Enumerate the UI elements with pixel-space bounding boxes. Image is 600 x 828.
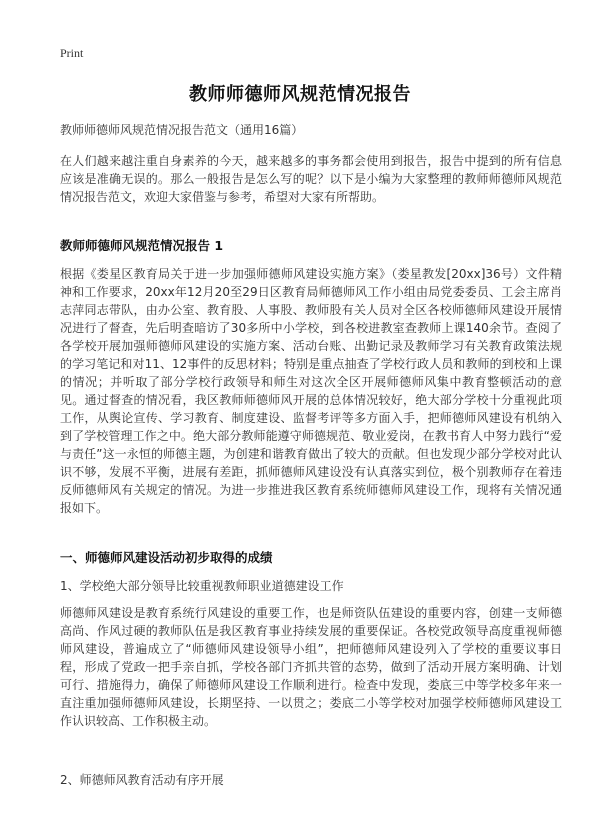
- report-heading: 教师师德师风规范情况报告 1: [60, 238, 224, 253]
- document-subtitle: 教师师德师风规范情况报告范文（通用16篇）: [60, 123, 304, 137]
- section-heading: 一、师德师风建设活动初步取得的成绩: [60, 550, 273, 565]
- print-label[interactable]: Print: [60, 46, 84, 60]
- document-title: 教师师德师风规范情况报告: [189, 84, 411, 105]
- sub-heading-2: 2、师德师风教育活动有序开展: [60, 773, 224, 787]
- intro-paragraph: 在人们越来越注重自身素养的今天，越来越多的事务都会使用到报告，报告中提到的所有信息应该是准确无误的。那么一般报告是怎么写的呢？以下是小编为大家整理的教师师德师风规范情况报告范文，欢迎大家借鉴与参考，希望对大家有所帮助。: [60, 154, 562, 204]
- report-body-paragraph: 根据《娄星区教育局关于进一步加强师德师风建设实施方案》（娄星教发[20xx]36号）文件精神和工作要求，20xx年12月20至29日区教育局师德师风工作小组由局党委委员、工会主席肖志萍同志带队，由办公室、教育股、人事股、教师股有关人员对全区各校师德师风建设开展情况进行了督查，先后明查暗访了30多所中小学校，到各校进教室查教师上课140余节。查阅了各学校开展加强师德师风建设的实施方案、活动台账、出勤记录及教师学习有关教育政策法规的学习笔记和对11、12事件的反思材料；特别是重点抽查了学校行政人员和教师的到校和上课的情况；并听取了部分学校行政领导和师生对这次全区开展师德师风集中教育整顿活动的意见。通过督查的情况看，我区教师师德师风开展的总体情况较好，绝大部分学校十分重视此项工作，从舆论宣传、学习教育、制度建设、监督考评等多方面入手，把师德师风建设有机纳入到了学校管理工作之中。绝大部分教师能遵守师德规范、敬业爱岗，在教书育人中努力践行“爱与责任”这一永恒的师德主题，为创建和谐教育做出了较大的贡献。但也发现少部分学校对此认识不够，发展不平衡，进展有差距，抓师德师风建设没有认真落实到位，极个别教师存在着违反师德师风有关规定的情况。为进一步推进我区教育系统师德师风建设工作，现将有关情况通报如下。: [60, 267, 562, 515]
- sub-heading-1: 1、学校绝大部分领导比较重视教师职业道德建设工作: [60, 579, 344, 593]
- section-body-paragraph: 师德师风建设是教育系统行风建设的重要工作，也是师资队伍建设的重要内容，创建一支师德高尚、作风过硬的教师队伍是我区教育事业持续发展的重要保证。各校党政领导高度重视师德师风建设，普遍成立了“师德师风建设领导小组”，把师德师风建设列入了学校的重要议事日程，形成了党政一把手亲自抓，学校各部门齐抓共管的态势，做到了活动开展方案明确、计划可行、措施得力，确保了师德师风建设工作顺利进行。检查中发现，娄底三中等学校多年来一直注重加强师德师风建设，长期坚持、一以贯之；娄底二小等学校对加强学校师德师风建设工作认识较高、工作积极主动。: [60, 606, 562, 728]
